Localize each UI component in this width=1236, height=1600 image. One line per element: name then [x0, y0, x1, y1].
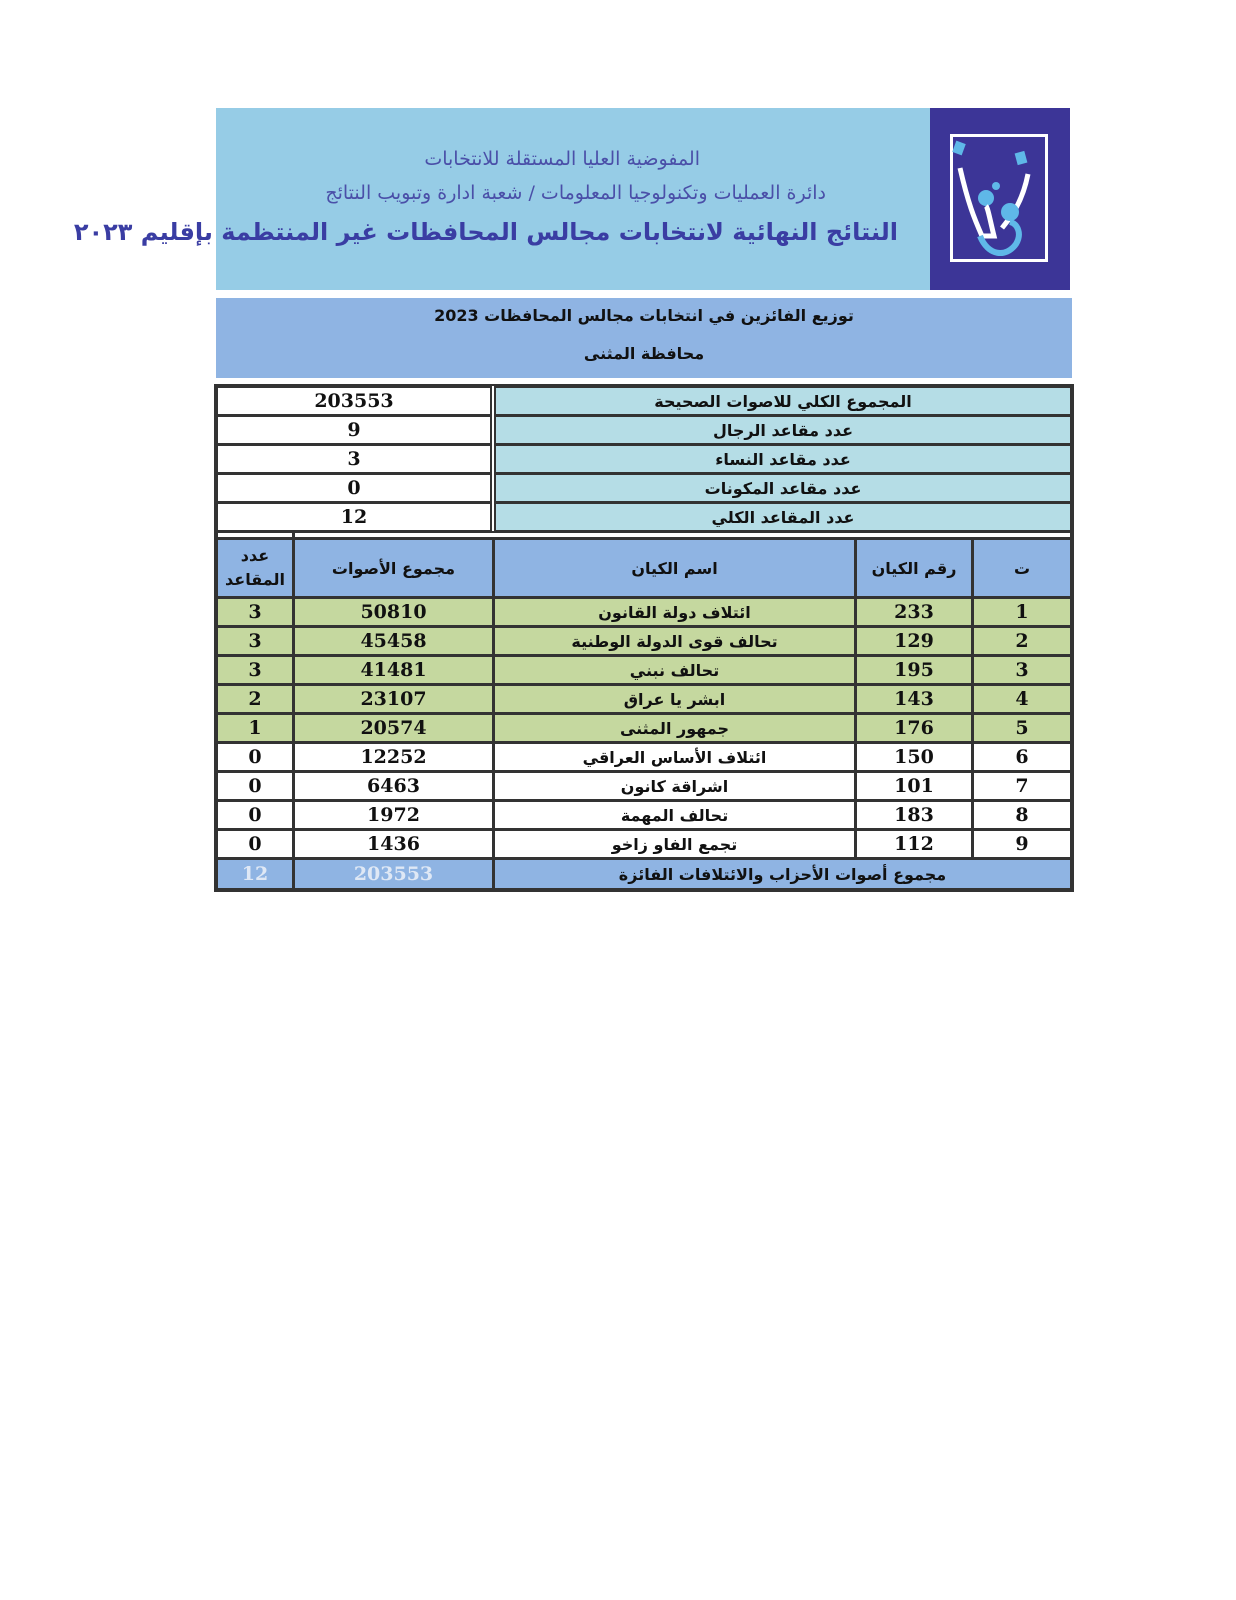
- row-entity-no: 150: [855, 742, 973, 772]
- document-title: النتائج النهائية لانتخابات مجالس المحافظات غير المنتظمة بإقليم ٢٠٢٣: [73, 218, 898, 246]
- subtitle-title: توزيع الفائزين في انتخابات مجالس المحافظات 2023: [434, 306, 854, 325]
- row-index: 3: [972, 655, 1072, 685]
- row-entity-no: 112: [855, 829, 973, 859]
- total-votes: 203553: [293, 858, 494, 890]
- row-index: 6: [972, 742, 1072, 772]
- row-index: 9: [972, 829, 1072, 859]
- ihec-logo: [930, 108, 1070, 290]
- row-index: 7: [972, 771, 1072, 801]
- summary-label: عدد مقاعد المكونات: [494, 473, 1072, 503]
- department-name: دائرة العمليات وتكنولوجيا المعلومات / شعبة ادارة وتبويب النتائج: [325, 182, 826, 204]
- row-seats: 0: [216, 800, 294, 830]
- row-seats: 3: [216, 626, 294, 656]
- row-entity-name: تحالف قوى الدولة الوطنية: [493, 626, 856, 656]
- row-index: 4: [972, 684, 1072, 714]
- row-votes: 45458: [293, 626, 494, 656]
- header-text: [73, 108, 916, 290]
- row-votes: 1436: [293, 829, 494, 859]
- summary-label: عدد المقاعد الكلي: [494, 502, 1072, 532]
- row-votes: 23107: [293, 684, 494, 714]
- header-seats: عدد المقاعد: [216, 538, 294, 598]
- row-entity-no: 183: [855, 800, 973, 830]
- row-entity-name: اشراقة كانون: [493, 771, 856, 801]
- row-entity-name: جمهور المثنى: [493, 713, 856, 743]
- commission-name: المفوضية العليا المستقلة للانتخابات: [424, 148, 700, 170]
- row-entity-no: 195: [855, 655, 973, 685]
- row-seats: 2: [216, 684, 294, 714]
- row-votes: 1972: [293, 800, 494, 830]
- row-index: 2: [972, 626, 1072, 656]
- row-entity-name: تحالف المهمة: [493, 800, 856, 830]
- row-seats: 0: [216, 771, 294, 801]
- row-entity-name: ابشر يا عراق: [493, 684, 856, 714]
- row-index: 5: [972, 713, 1072, 743]
- logo-figures-icon: [930, 108, 1070, 290]
- summary-label: المجموع الكلي للاصوات الصحيحة: [494, 386, 1072, 416]
- row-index: 1: [972, 597, 1072, 627]
- row-seats: 1: [216, 713, 294, 743]
- total-seats: 12: [216, 858, 294, 890]
- province-name: محافظة المثنى: [583, 344, 705, 363]
- row-votes: 41481: [293, 655, 494, 685]
- row-votes: 20574: [293, 713, 494, 743]
- row-entity-no: 129: [855, 626, 973, 656]
- row-votes: 12252: [293, 742, 494, 772]
- row-entity-no: 176: [855, 713, 973, 743]
- results-table: [214, 384, 1074, 892]
- summary-label: عدد مقاعد النساء: [494, 444, 1072, 474]
- row-entity-no: 233: [855, 597, 973, 627]
- row-entity-name: ائتلاف دولة القانون: [493, 597, 856, 627]
- row-entity-no: 143: [855, 684, 973, 714]
- total-label: مجموع أصوات الأحزاب والائتلافات الفائزة: [493, 858, 1072, 890]
- row-index: 8: [972, 800, 1072, 830]
- row-entity-name: ائتلاف الأساس العراقي: [493, 742, 856, 772]
- row-seats: 0: [216, 829, 294, 859]
- header-entity-name: اسم الكيان: [493, 538, 856, 598]
- row-seats: 0: [216, 742, 294, 772]
- summary-value: 0: [216, 473, 492, 503]
- header-entity-no: رقم الكيان: [855, 538, 973, 598]
- summary-label: عدد مقاعد الرجال: [494, 415, 1072, 445]
- summary-value: 203553: [216, 386, 492, 416]
- summary-value: 12: [216, 502, 492, 532]
- row-seats: 3: [216, 655, 294, 685]
- row-entity-no: 101: [855, 771, 973, 801]
- row-entity-name: تجمع الفاو زاخو: [493, 829, 856, 859]
- summary-value: 3: [216, 444, 492, 474]
- header-index: ت: [972, 538, 1072, 598]
- row-votes: 6463: [293, 771, 494, 801]
- header-votes: مجموع الأصوات: [293, 538, 494, 598]
- row-entity-name: تحالف نبني: [493, 655, 856, 685]
- summary-value: 9: [216, 415, 492, 445]
- row-seats: 3: [216, 597, 294, 627]
- distribution-subtitle: [216, 298, 1072, 378]
- row-votes: 50810: [293, 597, 494, 627]
